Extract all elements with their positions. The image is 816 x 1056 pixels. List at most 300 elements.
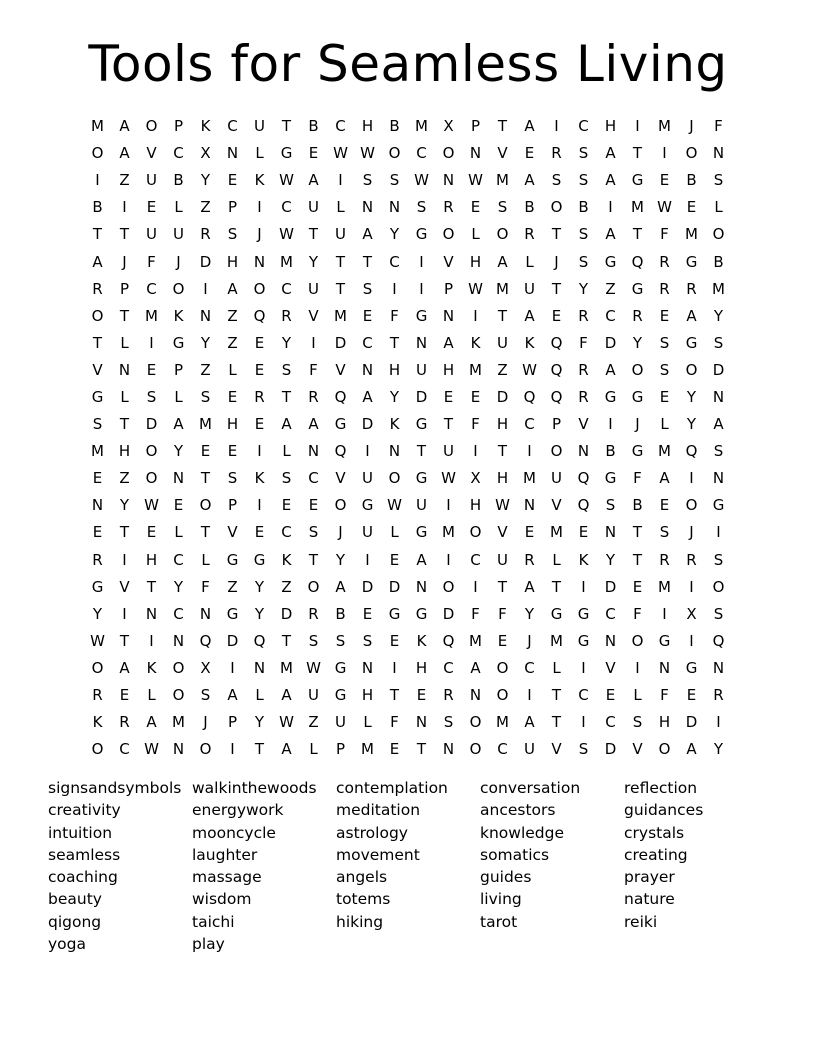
grid-letter: R	[443, 686, 454, 705]
word-list-item: beauty	[48, 890, 102, 909]
grid-letter: O	[145, 442, 158, 461]
grid-letter: O	[685, 360, 698, 379]
grid-letter: G	[631, 442, 644, 461]
grid-letter: K	[470, 333, 481, 352]
grid-letter: E	[362, 604, 373, 623]
grid-letter: U	[146, 225, 157, 244]
grid-letter: N	[712, 469, 725, 488]
grid-letter: N	[199, 306, 212, 325]
grid-letter: P	[173, 117, 184, 136]
grid-letter: P	[335, 740, 346, 759]
grid-letter: C	[362, 333, 373, 352]
grid-row	[84, 113, 732, 140]
grid-letter: O	[172, 686, 185, 705]
grid-letter: J	[338, 523, 343, 542]
grid-letter: I	[446, 550, 451, 569]
word-list-item: somatics	[480, 845, 550, 864]
grid-letter: I	[581, 577, 586, 596]
grid-letter: E	[227, 387, 238, 406]
grid-letter: U	[308, 198, 319, 217]
grid-letter: C	[524, 415, 535, 434]
grid-letter: A	[659, 469, 670, 488]
grid-letter: Z	[227, 333, 238, 352]
grid-letter: N	[712, 658, 725, 677]
grid-letter: I	[203, 279, 208, 298]
grid-letter: T	[335, 279, 346, 298]
grid-letter: M	[550, 523, 563, 542]
grid-letter: B	[578, 198, 589, 217]
grid-letter: C	[524, 658, 535, 677]
grid-letter: R	[524, 225, 535, 244]
word-list-item: living	[480, 890, 522, 909]
grid-letter: M	[496, 279, 509, 298]
word-list-item: creating	[624, 845, 688, 864]
grid-letter: Z	[308, 713, 319, 732]
grid-letter: A	[416, 550, 427, 569]
grid-letter: L	[201, 550, 210, 569]
grid-letter: E	[254, 415, 265, 434]
grid-letter: S	[362, 631, 373, 650]
grid-letter: I	[122, 604, 127, 623]
grid-letter: F	[660, 686, 669, 705]
grid-letter: F	[660, 225, 669, 244]
grid-letter: Q	[253, 306, 266, 325]
grid-letter: T	[632, 144, 643, 163]
grid-letter: W	[144, 496, 159, 515]
grid-letter: H	[469, 496, 482, 515]
grid-letter: C	[578, 686, 589, 705]
grid-letter: H	[361, 686, 374, 705]
grid-letter: Y	[200, 333, 211, 352]
grid-letter: T	[200, 523, 211, 542]
grid-letter: M	[658, 117, 671, 136]
word-list-item: guidances	[624, 801, 704, 820]
grid-letter: N	[253, 252, 266, 271]
grid-letter: O	[631, 360, 644, 379]
grid-letter: E	[632, 577, 643, 596]
grid-letter: H	[496, 415, 509, 434]
grid-letter: O	[658, 740, 671, 759]
grid-letter: X	[200, 144, 211, 163]
grid-letter: T	[281, 631, 292, 650]
grid-letter: I	[689, 631, 694, 650]
grid-row	[84, 628, 732, 655]
grid-letter: O	[388, 469, 401, 488]
word-list-item: walkinthewoods	[192, 779, 317, 797]
grid-letter: G	[415, 523, 428, 542]
grid-letter: L	[120, 387, 129, 406]
grid-letter: N	[307, 442, 320, 461]
grid-letter: G	[415, 415, 428, 434]
grid-letter: I	[689, 469, 694, 488]
grid-letter: E	[389, 740, 400, 759]
grid-letter: U	[335, 713, 346, 732]
grid-letter: K	[173, 306, 184, 325]
grid-letter: G	[604, 469, 617, 488]
grid-letter: O	[442, 225, 455, 244]
grid-letter: L	[255, 686, 264, 705]
grid-row	[84, 276, 732, 303]
grid-letter: P	[227, 198, 238, 217]
grid-letter: G	[685, 252, 698, 271]
grid-letter: E	[686, 198, 697, 217]
grid-letter: R	[308, 387, 319, 406]
grid-letter: W	[441, 469, 456, 488]
grid-letter: S	[281, 469, 292, 488]
grid-letter: I	[392, 658, 397, 677]
grid-letter: C	[173, 144, 184, 163]
grid-letter: T	[551, 225, 562, 244]
grid-letter: F	[633, 469, 642, 488]
grid-letter: K	[281, 550, 292, 569]
grid-letter: Z	[227, 306, 238, 325]
grid-letter: U	[308, 279, 319, 298]
grid-letter: W	[657, 198, 672, 217]
grid-letter: A	[524, 577, 535, 596]
grid-letter: Y	[254, 577, 265, 596]
grid-letter: C	[281, 198, 292, 217]
grid-letter: T	[119, 306, 130, 325]
grid-letter: W	[279, 225, 294, 244]
grid-letter: E	[524, 523, 535, 542]
grid-letter: Q	[685, 442, 698, 461]
grid-letter: Y	[308, 252, 319, 271]
grid-letter: X	[686, 604, 697, 623]
grid-letter: E	[92, 469, 103, 488]
letter-grid	[84, 113, 732, 763]
grid-row	[84, 357, 732, 384]
grid-letter: T	[200, 469, 211, 488]
grid-letter: R	[524, 550, 535, 569]
grid-letter: Y	[254, 713, 265, 732]
grid-letter: I	[635, 658, 640, 677]
grid-letter: S	[227, 469, 238, 488]
grid-letter: S	[308, 631, 319, 650]
grid-letter: Q	[631, 252, 644, 271]
grid-letter: B	[335, 604, 346, 623]
grid-letter: U	[173, 225, 184, 244]
word-list-item: creativity	[48, 801, 121, 820]
grid-letter: Y	[578, 279, 589, 298]
grid-letter: G	[253, 550, 266, 569]
grid-letter: A	[362, 225, 373, 244]
grid-letter: S	[389, 171, 400, 190]
grid-letter: B	[632, 496, 643, 515]
grid-letter: R	[200, 225, 211, 244]
grid-letter: M	[361, 740, 374, 759]
grid-letter: T	[119, 415, 130, 434]
grid-letter: B	[605, 442, 616, 461]
grid-letter: F	[390, 713, 399, 732]
grid-letter: T	[416, 442, 427, 461]
grid-letter: A	[227, 686, 238, 705]
grid-letter: B	[173, 171, 184, 190]
grid-row	[84, 465, 732, 492]
grid-letter: N	[118, 360, 131, 379]
grid-letter: E	[362, 306, 373, 325]
grid-letter: T	[497, 442, 508, 461]
grid-letter: T	[119, 523, 130, 542]
grid-letter: O	[550, 442, 563, 461]
grid-letter: D	[496, 387, 509, 406]
page-title: Tools for Seamless Living	[88, 35, 728, 93]
grid-letter: L	[336, 198, 345, 217]
word-list-item: energywork	[192, 801, 284, 820]
grid-letter: G	[658, 631, 671, 650]
grid-letter: E	[551, 306, 562, 325]
grid-letter: W	[279, 171, 294, 190]
grid-letter: Y	[335, 550, 346, 569]
word-list-item: movement	[336, 845, 420, 864]
grid-letter: C	[389, 252, 400, 271]
word-list-item: taichi	[192, 912, 235, 931]
grid-letter: E	[173, 496, 184, 515]
grid-letter: L	[282, 442, 291, 461]
grid-letter: C	[497, 740, 508, 759]
grid-letter: I	[581, 658, 586, 677]
grid-letter: T	[335, 252, 346, 271]
grid-letter: K	[254, 171, 265, 190]
grid-letter: N	[199, 604, 212, 623]
grid-letter: S	[713, 333, 724, 352]
grid-letter: A	[335, 577, 346, 596]
grid-letter: N	[388, 442, 401, 461]
word-list-item: mooncycle	[192, 823, 276, 842]
grid-letter: N	[604, 523, 617, 542]
grid-letter: I	[230, 740, 235, 759]
grid-letter: E	[92, 523, 103, 542]
grid-letter: D	[604, 740, 617, 759]
grid-letter: C	[173, 604, 184, 623]
grid-letter: G	[91, 387, 104, 406]
grid-letter: O	[91, 306, 104, 325]
grid-letter: E	[308, 144, 319, 163]
grid-letter: M	[199, 415, 212, 434]
grid-letter: N	[226, 144, 239, 163]
grid-letter: K	[578, 550, 589, 569]
grid-letter: I	[608, 415, 613, 434]
grid-letter: W	[522, 360, 537, 379]
grid-letter: V	[632, 740, 643, 759]
grid-letter: O	[685, 144, 698, 163]
grid-letter: A	[173, 415, 184, 434]
grid-letter: L	[174, 198, 183, 217]
grid-letter: C	[443, 658, 454, 677]
grid-letter: F	[201, 577, 210, 596]
grid-letter: O	[496, 686, 509, 705]
grid-letter: Y	[200, 171, 211, 190]
grid-letter: I	[419, 252, 424, 271]
grid-letter: Q	[523, 387, 536, 406]
grid-letter: F	[471, 415, 480, 434]
grid-letter: C	[578, 117, 589, 136]
grid-letter: E	[227, 442, 238, 461]
grid-letter: A	[308, 415, 319, 434]
grid-letter: J	[689, 117, 694, 136]
grid-letter: A	[308, 171, 319, 190]
grid-letter: O	[496, 658, 509, 677]
grid-letter: Q	[199, 631, 212, 650]
grid-letter: I	[716, 713, 721, 732]
grid-letter: U	[308, 686, 319, 705]
grid-letter: I	[473, 442, 478, 461]
grid-letter: N	[442, 740, 455, 759]
grid-letter: S	[578, 740, 589, 759]
grid-letter: A	[281, 740, 292, 759]
grid-letter: Y	[92, 604, 103, 623]
grid-letter: O	[91, 658, 104, 677]
grid-letter: A	[524, 713, 535, 732]
grid-letter: O	[145, 469, 158, 488]
grid-row	[84, 601, 732, 628]
grid-letter: V	[335, 360, 346, 379]
grid-letter: Q	[550, 387, 563, 406]
grid-letter: Z	[119, 469, 130, 488]
grid-letter: S	[200, 686, 211, 705]
grid-row	[84, 194, 732, 221]
grid-letter: N	[523, 496, 536, 515]
grid-letter: V	[146, 144, 157, 163]
grid-letter: D	[361, 577, 374, 596]
grid-letter: I	[716, 523, 721, 542]
grid-letter: R	[578, 306, 589, 325]
grid-letter: W	[387, 496, 402, 515]
grid-letter: I	[527, 442, 532, 461]
grid-letter: O	[469, 740, 482, 759]
grid-letter: E	[686, 686, 697, 705]
grid-letter: E	[443, 387, 454, 406]
grid-letter: R	[686, 279, 697, 298]
grid-letter: T	[443, 415, 454, 434]
grid-letter: K	[389, 415, 400, 434]
grid-letter: U	[443, 442, 454, 461]
grid-letter: G	[631, 171, 644, 190]
grid-letter: I	[662, 604, 667, 623]
grid-letter: T	[416, 740, 427, 759]
grid-letter: S	[578, 225, 589, 244]
word-list-item: signsandsymbols	[48, 779, 182, 797]
grid-letter: H	[604, 117, 617, 136]
word-list-item: contemplation	[336, 779, 448, 797]
grid-letter: Y	[173, 577, 184, 596]
grid-letter: C	[227, 117, 238, 136]
grid-letter: U	[335, 225, 346, 244]
grid-letter: E	[254, 360, 265, 379]
grid-letter: H	[226, 415, 239, 434]
grid-letter: R	[578, 360, 589, 379]
grid-letter: N	[658, 658, 671, 677]
grid-letter: C	[173, 550, 184, 569]
grid-letter: R	[659, 252, 670, 271]
grid-letter: A	[443, 333, 454, 352]
grid-letter: I	[527, 686, 532, 705]
grid-letter: V	[227, 523, 238, 542]
grid-letter: L	[363, 713, 372, 732]
grid-letter: W	[495, 496, 510, 515]
grid-letter: N	[172, 740, 185, 759]
grid-letter: Y	[605, 550, 616, 569]
grid-letter: W	[144, 740, 159, 759]
grid-letter: E	[659, 496, 670, 515]
grid-letter: T	[551, 686, 562, 705]
grid-letter: G	[280, 144, 293, 163]
grid-letter: E	[389, 550, 400, 569]
grid-letter: N	[415, 713, 428, 732]
grid-row	[84, 411, 732, 438]
grid-letter: A	[524, 117, 535, 136]
grid-letter: L	[120, 333, 129, 352]
grid-letter: F	[471, 604, 480, 623]
grid-letter: M	[469, 360, 482, 379]
grid-letter: N	[442, 171, 455, 190]
grid-letter: O	[469, 523, 482, 542]
grid-letter: B	[308, 117, 319, 136]
grid-letter: F	[714, 117, 723, 136]
grid-letter: I	[554, 117, 559, 136]
grid-row	[84, 519, 732, 546]
grid-letter: T	[281, 117, 292, 136]
grid-letter: X	[200, 658, 211, 677]
grid-letter: G	[604, 252, 617, 271]
grid-letter: M	[658, 577, 671, 596]
grid-letter: M	[496, 171, 509, 190]
grid-letter: D	[199, 252, 212, 271]
grid-row	[84, 574, 732, 601]
grid-letter: I	[689, 577, 694, 596]
word-list-item: laughter	[192, 845, 258, 864]
grid-letter: F	[579, 333, 588, 352]
grid-letter: G	[226, 604, 239, 623]
word-list-item: reflection	[624, 779, 698, 797]
grid-letter: E	[281, 496, 292, 515]
grid-letter: F	[309, 360, 318, 379]
grid-letter: R	[659, 279, 670, 298]
grid-letter: D	[442, 604, 455, 623]
grid-letter: B	[713, 252, 724, 271]
grid-letter: Z	[497, 360, 508, 379]
grid-letter: W	[468, 171, 483, 190]
grid-letter: Q	[334, 442, 347, 461]
grid-letter: N	[361, 198, 374, 217]
grid-letter: T	[362, 252, 373, 271]
grid-letter: O	[631, 631, 644, 650]
grid-letter: W	[333, 144, 348, 163]
grid-row	[84, 221, 732, 248]
grid-letter: L	[471, 225, 480, 244]
grid-letter: D	[712, 360, 725, 379]
grid-letter: N	[253, 658, 266, 677]
grid-letter: R	[119, 713, 130, 732]
word-list-item: wisdom	[192, 890, 252, 909]
word-list-item: crystals	[624, 823, 685, 842]
grid-letter: G	[334, 415, 347, 434]
grid-letter: I	[257, 496, 262, 515]
word-list-item: knowledge	[480, 823, 565, 842]
grid-letter: J	[554, 252, 559, 271]
grid-letter: A	[497, 252, 508, 271]
grid-letter: I	[473, 577, 478, 596]
grid-letter: O	[172, 279, 185, 298]
grid-letter: S	[281, 360, 292, 379]
word-list-item: conversation	[480, 779, 581, 797]
grid-letter: B	[389, 117, 400, 136]
grid-letter: A	[119, 144, 130, 163]
grid-letter: H	[496, 469, 509, 488]
grid-letter: G	[415, 604, 428, 623]
grid-letter: Y	[119, 496, 130, 515]
grid-letter: O	[388, 144, 401, 163]
grid-letter: K	[524, 333, 535, 352]
